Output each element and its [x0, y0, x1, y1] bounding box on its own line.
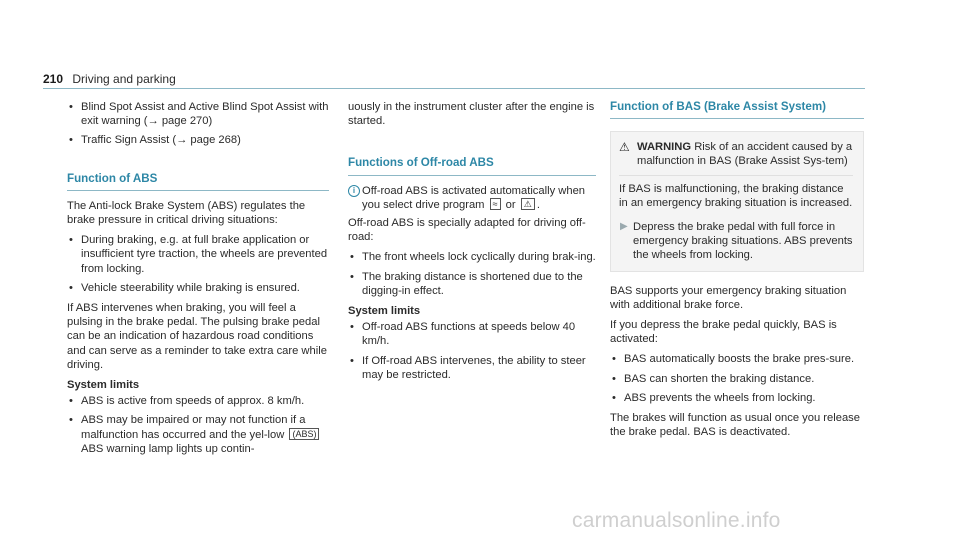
warning-header	[619, 140, 853, 168]
info-icon: i	[348, 185, 360, 197]
column-left	[67, 100, 329, 462]
section-title-bas: Function of BAS (Brake Assist System)	[610, 100, 864, 119]
warning-text: Risk of an accident caused by a malfunction in BAS (Brake Assist Sys-tem)	[637, 141, 853, 168]
warning-box	[610, 131, 864, 271]
list-item: • Vehicle steerability while braking is ensured.	[67, 281, 329, 295]
section-title-offroad-abs: Functions of Off-road ABS	[348, 156, 596, 175]
limit-text: ABS may be impaired or may not function if a malfunction has occurred and the yel-low	[81, 414, 306, 441]
list-item: • The braking distance is shortened due to the digging-in effect.	[348, 270, 596, 298]
abs-warning-lamp-icon: (ABS)	[289, 428, 319, 440]
list-item	[67, 413, 329, 456]
list-item: • Traffic Sign Assist (→ page 268)	[67, 133, 329, 147]
chapter-title: Driving and parking	[72, 72, 176, 86]
offroad-program-icon: ≈	[490, 198, 501, 210]
column-middle	[348, 100, 596, 388]
watermark: carmanualsonline.info	[572, 509, 781, 532]
warning-label: WARNING	[637, 141, 692, 154]
note-text: Off-road ABS is activated automatically when you select drive program	[362, 184, 586, 211]
info-note	[348, 184, 596, 212]
bas-paragraph: The brakes will function as usual once you release the brake pedal. BAS is deactivated.	[610, 412, 860, 439]
list-item: • Off-road ABS functions at speeds below 40 km/h.	[348, 320, 596, 348]
abs-paragraph: If ABS intervenes when braking, you will feel a pulsing in the brake pedal. The pulsing brake pedal can be an indication of hazardous road conditions and can serve as a reminder to take extra care while driving.	[67, 302, 327, 371]
list-item: • ABS is active from speeds of approx. 8 km/h.	[67, 394, 329, 408]
limit-text: ABS warning lamp lights up contin-	[81, 442, 255, 455]
note-text: .	[536, 198, 540, 211]
system-limits-heading: System limits	[348, 305, 421, 318]
action-arrow-icon: ▶	[620, 221, 628, 233]
offroad-limits	[348, 320, 596, 382]
bas-bullets	[610, 352, 864, 405]
offroad-paragraph: Off-road ABS is specially adapted for driving off-road:	[348, 217, 586, 244]
list-item: • Blind Spot Assist and Active Blind Spot Assist with exit warning (→ page 270)	[67, 100, 329, 128]
list-item: • ABS prevents the wheels from locking.	[610, 391, 864, 405]
list-item: • BAS automatically boosts the brake pres-sure.	[610, 352, 864, 366]
action-text: Depress the brake pedal with full force in emergency braking situations. ABS prevents the wheels from locking.	[633, 221, 853, 262]
warning-triangle-icon: ⚠	[619, 140, 630, 155]
system-limits-heading: System limits	[67, 379, 140, 392]
page-number: 210	[43, 72, 64, 86]
bas-paragraph: If you depress the brake pedal quickly, BAS is activated:	[610, 319, 837, 346]
note-text: or	[505, 198, 516, 211]
list-item: • If Off-road ABS intervenes, the ability to steer may be restricted.	[348, 354, 596, 382]
warning-action	[619, 220, 853, 263]
header-divider	[43, 88, 865, 89]
warning-divider	[619, 175, 853, 176]
column-right	[610, 100, 864, 445]
bas-paragraph: BAS supports your emergency braking situation with additional brake force.	[610, 284, 847, 311]
abs-bullets	[67, 233, 329, 295]
continued-text: uously in the instrument cluster after the engine is started.	[348, 101, 595, 128]
offroad-bullets	[348, 250, 596, 298]
abs-limits	[67, 394, 329, 456]
warning-body: If BAS is malfunctioning, the braking distance in an emergency braking situation is increased.	[619, 182, 853, 209]
list-item: • During braking, e.g. at full brake application or insufficient tyre traction, the wheels are prevented from locking.	[67, 233, 329, 276]
cross-ref-list	[67, 100, 329, 148]
page-header	[43, 72, 176, 86]
list-item: • BAS can shorten the braking distance.	[610, 372, 864, 386]
terrain-program-icon: ⚠	[521, 198, 535, 210]
list-item: • The front wheels lock cyclically during brak-ing.	[348, 250, 596, 264]
section-title-abs: Function of ABS	[67, 172, 329, 191]
abs-intro: The Anti-lock Brake System (ABS) regulates the brake pressure in critical driving situations:	[67, 199, 306, 227]
